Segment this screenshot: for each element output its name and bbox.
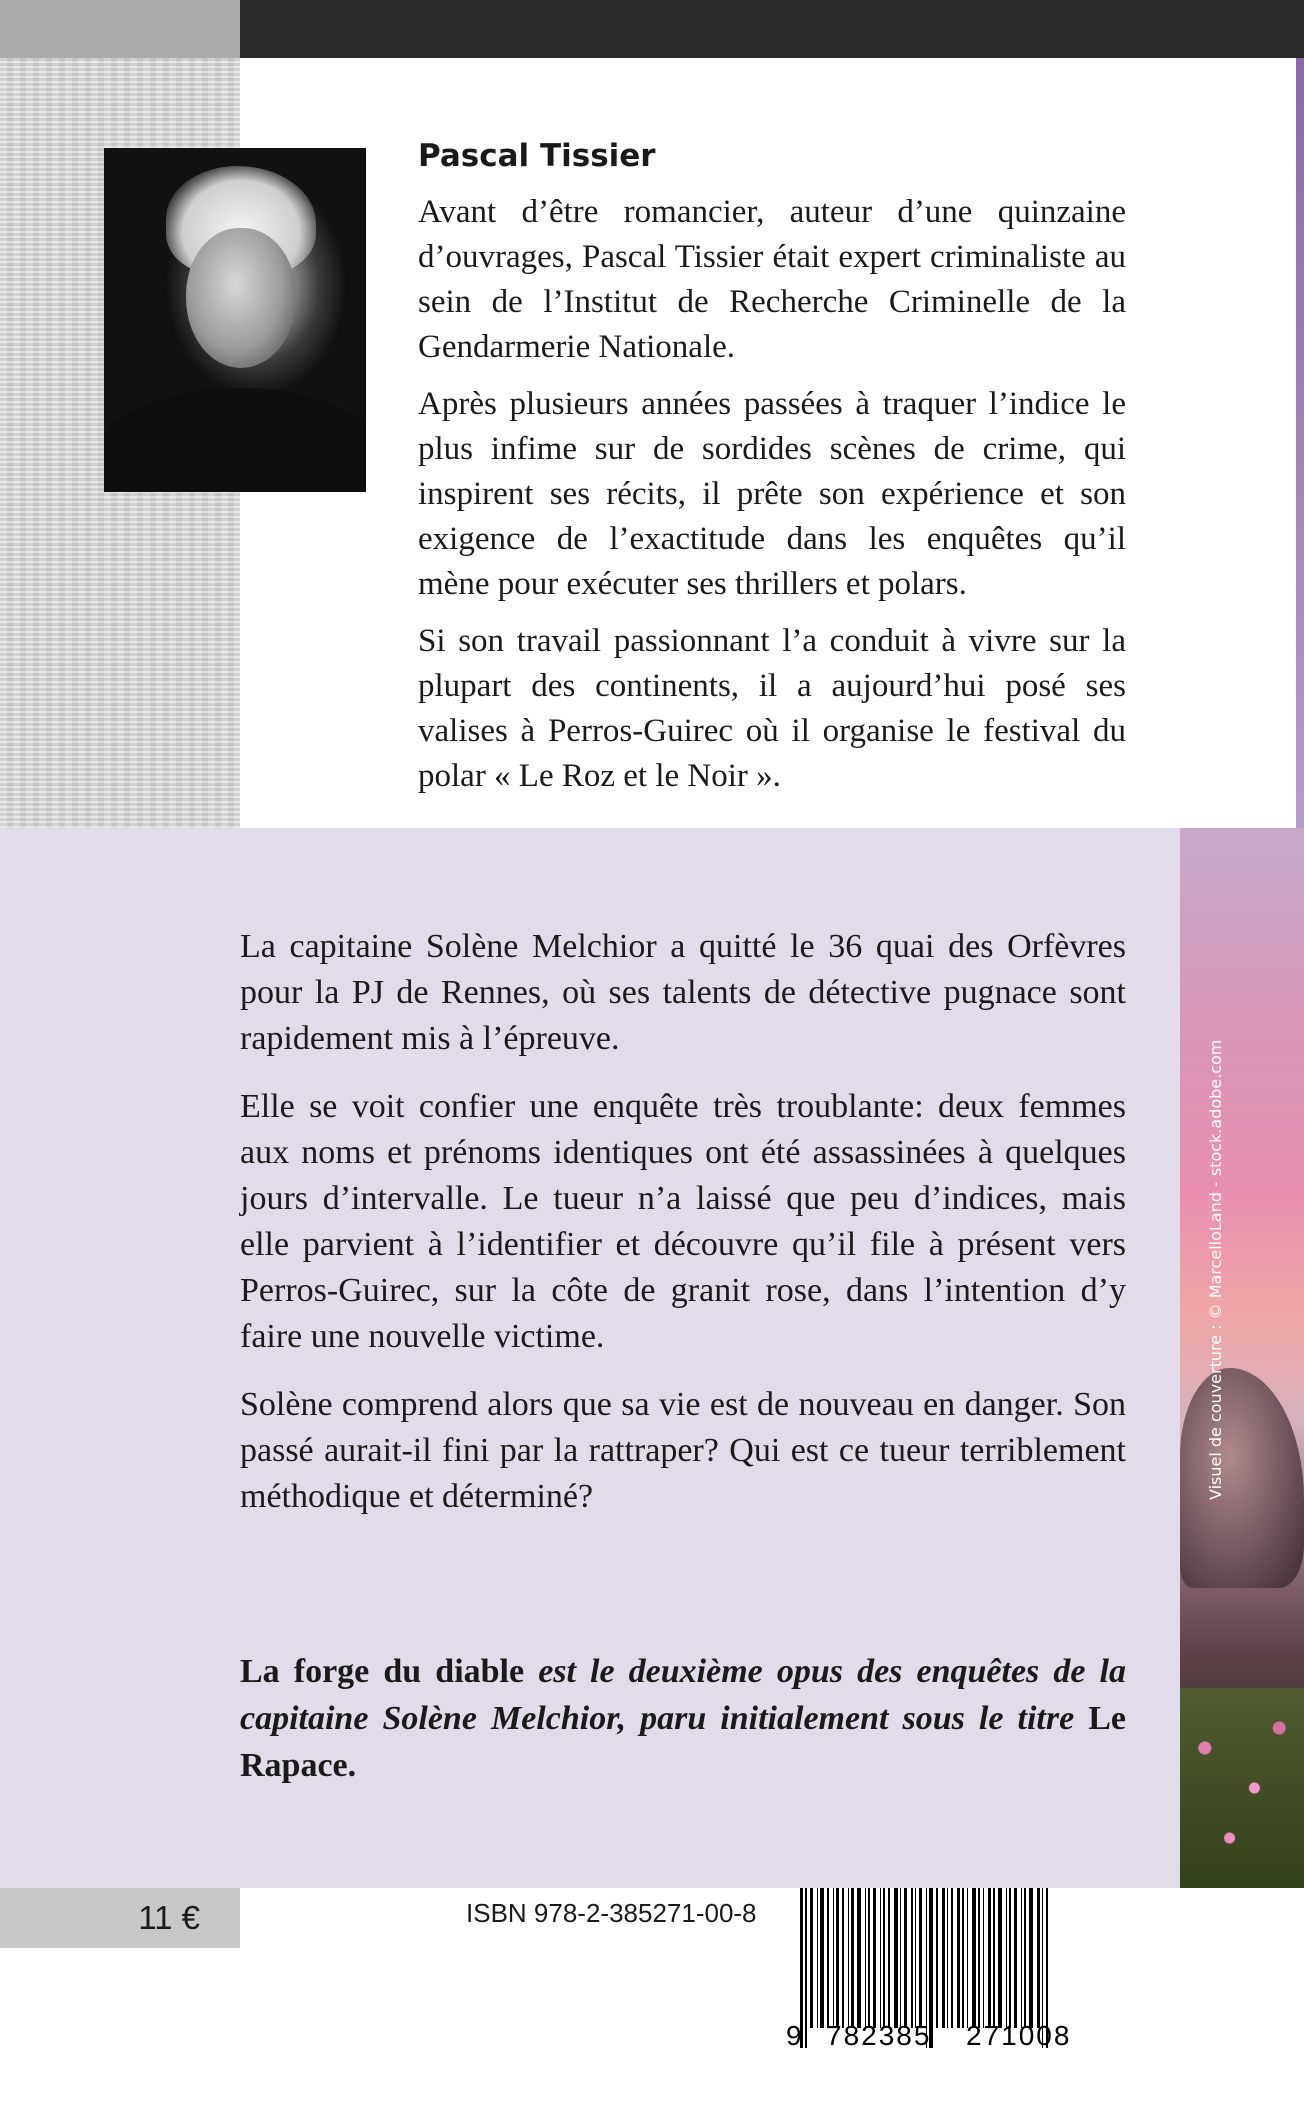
barcode-bar [1006,1888,1007,2028]
barcode-bar [873,1888,876,2028]
barcode-bar [1009,1888,1011,2028]
barcode-bar [904,1888,907,2028]
barcode-bar [947,1888,948,2028]
barcode-bar [865,1888,866,2028]
barcode-bar [836,1888,839,2028]
barcode-bar [972,1888,976,2028]
barcode-lead-digit: 9 [786,2020,802,2051]
author-bio [418,190,1126,811]
barcode-bar [851,1888,854,2028]
barcode-bar [998,1888,1002,2028]
barcode-bar [900,1888,901,2028]
pink-flowers [1180,1688,1304,1888]
granite-rock [1180,1368,1304,1588]
barcode-bar [817,1888,818,2028]
barcode-bar [848,1888,849,2028]
barcode-bar [894,1888,898,2028]
top-bar [240,0,1304,58]
author-photo-shoulders [104,388,366,492]
book-title: La forge du diable [240,1653,525,1690]
barcode-bar [880,1888,881,2028]
barcode-bar [942,1888,945,2028]
barcode-bar [993,1888,995,2028]
barcode-bar [868,1888,870,2028]
isbn: ISBN 978-2-385271-00-8 [466,1898,757,1928]
barcode-bar [888,1888,890,2028]
barcode-bar [842,1888,844,2028]
top-left-block [0,0,240,58]
synopsis-paragraph: Solène comprend alors que sa vie est de nouveau en danger. Son passé aurait-il fini par la rattraper? Qui est ce tueur terriblement méthodique et déterminé? [240,1386,1126,1515]
barcode-bar [962,1888,964,2028]
series-note [240,1648,1126,1789]
barcode-bar [983,1888,984,2028]
barcode-bar [820,1888,824,2028]
series-note-period: . [347,1747,357,1784]
barcode-bar [915,1888,916,2028]
cover-photo-strip [1180,828,1304,1888]
barcode-bar [1029,1888,1033,2028]
barcode-bar [936,1888,938,2028]
bio-paragraph: Après plusieurs années passées à traquer l’indice le plus infime sur de sordides scènes de crime, qui inspirent ses récits, il prête son expérience et son exigence de l’exactitude dans les enquêtes qu’il mène pour exécuter ses thrillers et polars. [418,386,1126,602]
barcode-bar [919,1888,922,2028]
barcode-bar [951,1888,953,2028]
barcode-bar [978,1888,980,2028]
synopsis-paragraph: La capitaine Solène Melchior a quitté le 36 quai des Orfèvres pour la PJ de Rennes, où ses talents de détective pugnace sont rapidement mis à l’épreuve. [240,928,1126,1057]
former-title: Le Rapace [240,1700,1126,1784]
barcode-bar [805,1888,807,2048]
bio-paragraph: Avant d’être romancier, auteur d’une quinzaine d’ouvrages, Pascal Tissier était expert criminaliste au sein de l’Institut de Recherche Criminelle de la Gendarmerie Nationale. [418,194,1126,365]
barcode-bar [1014,1888,1017,2028]
synopsis-text [240,924,1126,1542]
price: 11 € [138,1899,200,1936]
author-photo [104,148,366,492]
barcode-bar [827,1888,829,2028]
synopsis-paragraph: Elle se voit confier une enquête très troublante: deux femmes aux noms et prénoms identiques ont été assassinées à quelques jours d’intervalle. Le tueur n’a laissé que peu d’indices, mais elle parvient à l’identifier et découvre qu’il file à présent vers Perros-Guirec, sur la côte de granit rose, dans l’intention d’y faire une nouvelle victime. [240,1088,1126,1355]
barcode-bar [1021,1888,1022,2028]
barcode-bar [911,1888,913,2028]
cover-credit: Visuel de couverture : © MarcelloLand - stock.adobe.com [1206,1039,1225,1500]
barcode-bar [988,1888,991,2028]
barcode-right-group: 271008 [966,2020,1072,2051]
author-photo-face [186,228,296,368]
barcode-bar [1037,1888,1040,2028]
barcode-bar [1024,1888,1026,2028]
barcode-bar [883,1888,885,2028]
series-note-text: est le deuxième opus des enquêtes de la capitaine Solène Melchior, paru initialement sous le titre [240,1653,1126,1737]
purple-edge-strip [1296,58,1304,828]
barcode-left-group: 782385 [826,2020,932,2051]
barcode-bar [833,1888,834,2028]
barcode-bar [967,1888,968,2028]
bio-paragraph: Si son travail passionnant l’a conduit à vivre sur la plupart des continents, il a aujourd’hui posé ses valises à Perros-Guirec où il organise le festival du polar « Le Roz et le Noir ». [418,623,1126,794]
author-name: Pascal Tissier [418,138,656,174]
barcode-bar [957,1888,960,2028]
barcode-bar [857,1888,861,2028]
barcode-bar [810,1888,813,2028]
